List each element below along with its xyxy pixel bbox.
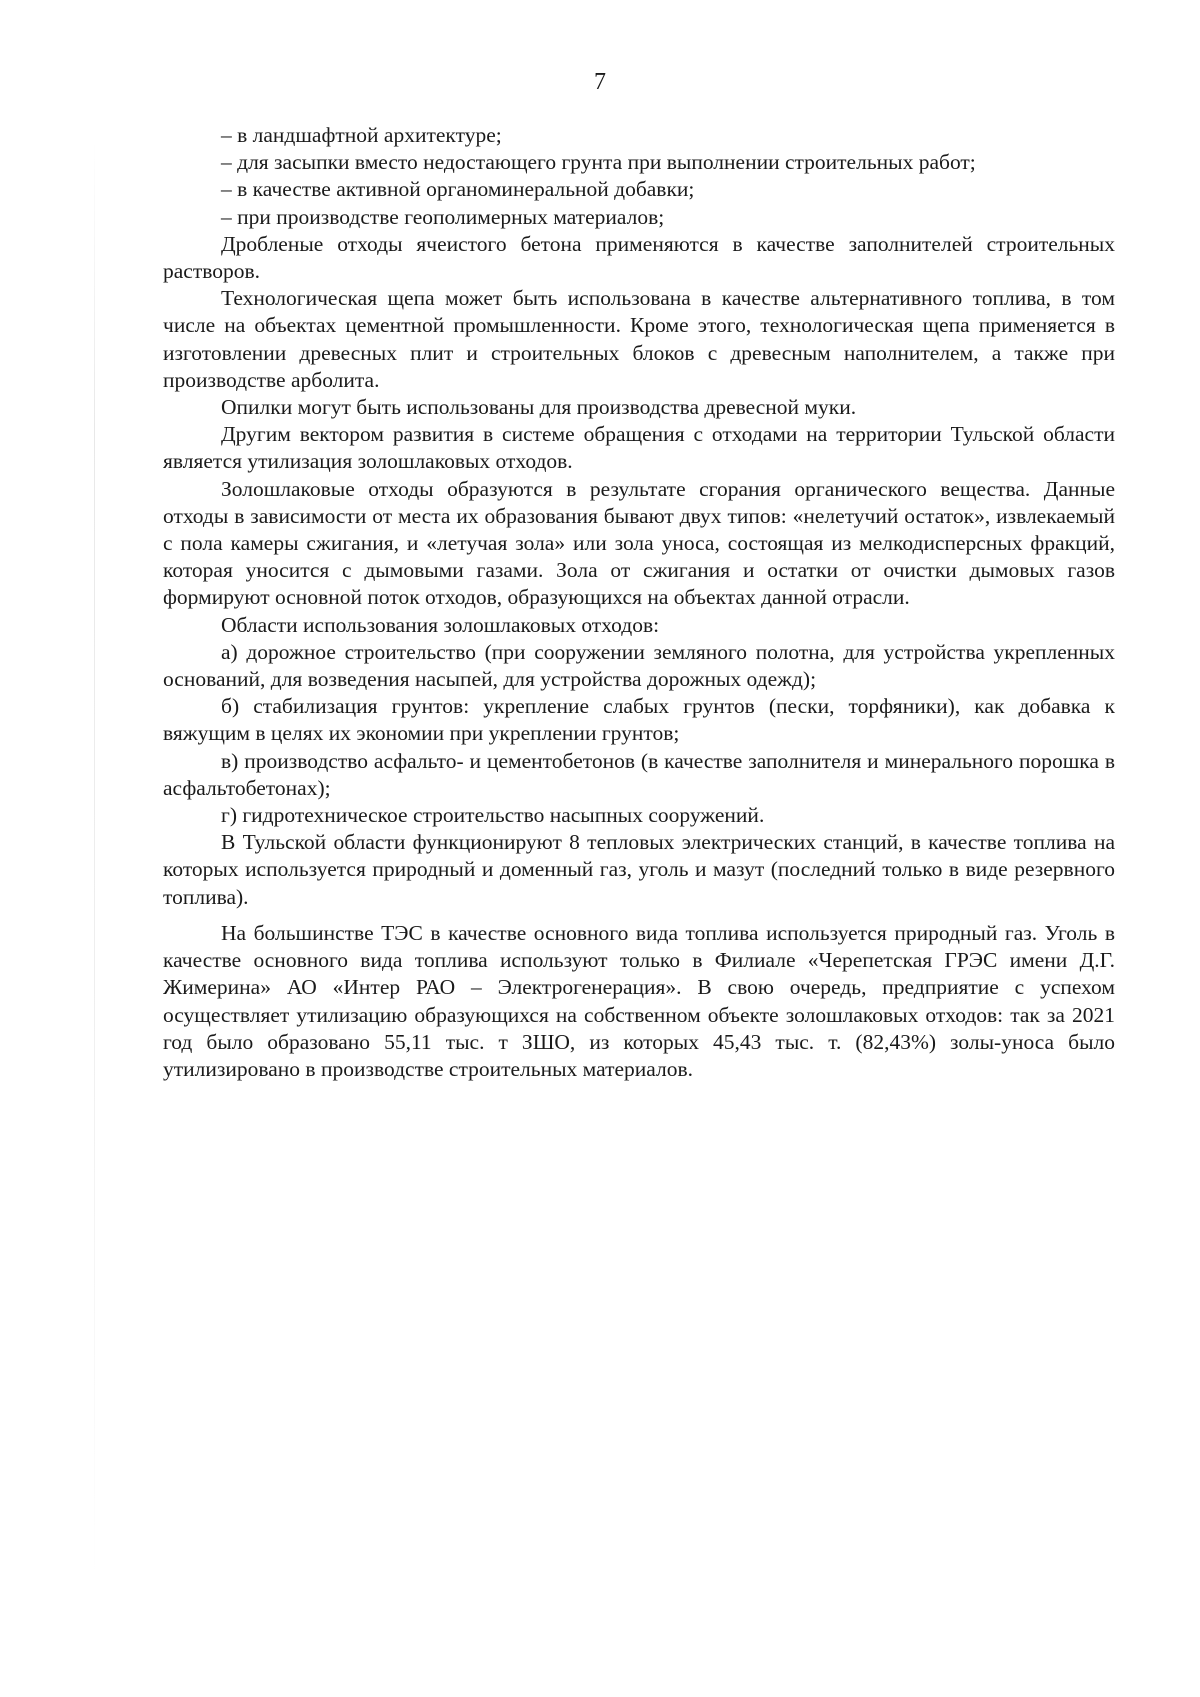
paragraph-development-vector: Другим вектором развития в системе обращения с отходами на территории Тульской области является утилизация золошлаковых отходов. xyxy=(163,422,1115,474)
paragraph-wood-chips: Технологическая щепа может быть использована в качестве альтернативного топлива, в том числе на объектах цементной промышленности. Кроме этого, технологическая щепа применяется в изготовлении древесных плит и строительных блоков с древесным наполнителем, а также при производстве арболита. xyxy=(163,286,1115,392)
list-item-backfill: – для засыпки вместо недостающего грунта при выполнении строительных работ; xyxy=(221,150,976,175)
paragraph-usage-areas: Области использования золошлаковых отходов: xyxy=(221,612,660,637)
scan-edge-line xyxy=(94,140,95,1580)
paragraph-aerated-concrete: Дробленые отходы ячеистого бетона применяются в качестве заполнителей строительных растворов. xyxy=(163,231,1115,284)
paragraph-sawdust: Опилки могут быть использованы для производства древесной муки. xyxy=(221,395,857,420)
list-item-concrete-production: в) производство асфальто- и цементобетонов (в качестве заполнителя и минерального порошка в асфальтобетонах); xyxy=(163,748,1115,800)
paragraph-power-stations: В Тульской области функционируют 8 тепловых электрических станций, в качестве топлива на которых используется природный и доменный газ, уголь и мазут (последний только в виде резервного топлива). xyxy=(163,830,1115,909)
paragraph-ash-slag-waste: Золошлаковые отходы образуются в результате сгорания органического вещества. Данные отходы в зависимости от места их образования бывают двух типов: «нелетучий остаток», извлекаемый с пола камеры сжигания, и «летучая зола» или зола уноса, состоящая из мелкодисперсных фракций, которая уносится с дымовыми газами. Зола от сжигания и остатки от очистки дымовых газов формируют основной поток отходов, образующихся на объектах данной отрасли. xyxy=(163,476,1115,610)
list-item-additive: – в качестве активной органоминеральной добавки; xyxy=(221,177,695,202)
list-item-hydro-construction: г) гидротехническое строительство насыпных сооружений. xyxy=(221,803,765,828)
list-item-road-construction: а) дорожное строительство (при сооружении земляного полотна, для устройства укрепленных оснований, для возведения насыпей, для устройства дорожных одежд); xyxy=(163,639,1115,692)
list-item-soil-stabilization: б) стабилизация грунтов: укрепление слабых грунтов (пески, торфяники), как добавка к вяжущим в целях их экономии при укреплении грунтов; xyxy=(163,694,1115,746)
paragraph-fuel-usage: На большинстве ТЭС в качестве основного вида топлива используется природный газ. Уголь в качестве основного вида топлива используют только в Филиале «Черепетская ГРЭС имени Д.Г. Жимерина» АО «Интер РАО – Электрогенерация». В свою очередь, предприятие с успехом осуществляет утилизацию образующихся на собственном объекте золошлаковых отходов: так за 2021 год было образовано 55,11 тыс. т ЗШО, из которых 45,43 тыс. т. (82,43%) золы-уноса было утилизировано в производстве строительных материалов. xyxy=(163,920,1115,1081)
document-body xyxy=(163,122,1115,1083)
list-item-landscape: – в ландшафтной архитектуре; xyxy=(221,123,502,147)
list-item-geopolymer: – при производстве геополимерных материалов; xyxy=(221,204,665,229)
page-number: 7 xyxy=(594,69,606,95)
